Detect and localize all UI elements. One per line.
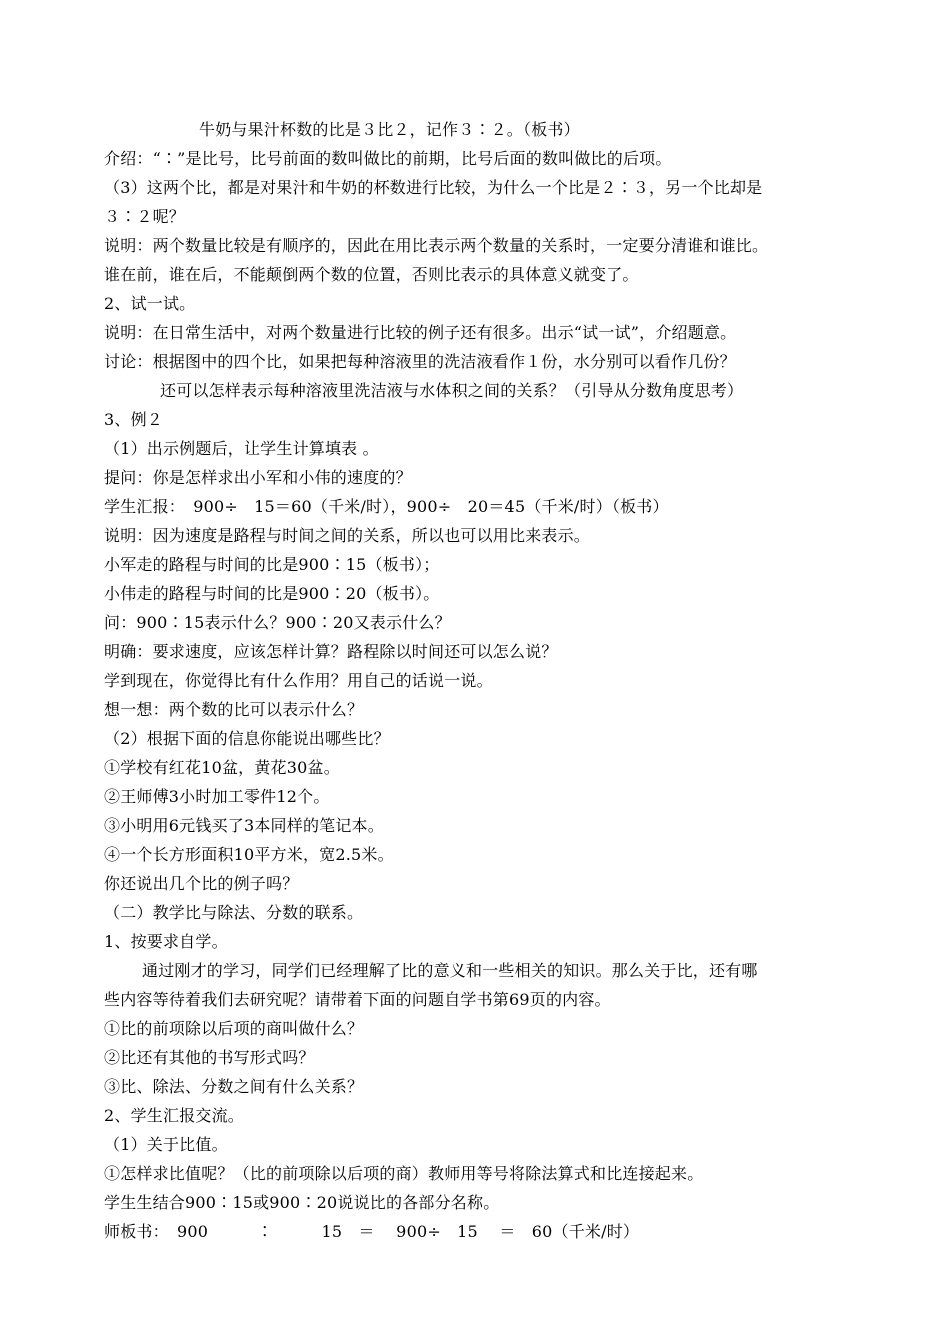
text-line-24: ②王师傅3小时加工零件12个。 — [104, 787, 330, 806]
text-line-13: 提问：你是怎样求出小军和小伟的速度的？ — [104, 468, 412, 487]
text-line-18: 问：900∶15表示什么？900∶20又表示什么？ — [104, 613, 451, 632]
text-line-39: 师板书： 900 ∶ 15 ＝ 900÷ 15 ＝ 60（千米/时） — [104, 1222, 640, 1241]
text-line-3: （3）这两个比，都是对果汁和牛奶的杯数进行比较，为什么一个比是２∶３，另一个比却是 — [104, 178, 763, 197]
text-line-10: 还可以怎样表示每种溶液里洗洁液与水体积之间的关系？（引导从分数角度思考） — [160, 381, 744, 400]
text-line-5: 说明：两个数量比较是有顺序的，因此在用比表示两个数量的关系时，一定要分清谁和谁比。 — [104, 236, 769, 255]
text-line-26: ④一个长方形面积10平方米，宽2.5米。 — [104, 845, 394, 864]
text-line-30: 通过刚才的学习，同学们已经理解了比的意义和一些相关的知识。那么关于比，还有哪 — [142, 961, 758, 980]
text-line-38: 学生生结合900∶15或900∶20说说比的各部分名称。 — [104, 1193, 500, 1212]
text-line-19: 明确：要求速度，应该怎样计算？路程除以时间还可以怎么说？ — [104, 642, 558, 661]
text-line-20: 学到现在，你觉得比有什么作用？用自己的话说一说。 — [104, 671, 493, 690]
text-line-12: （1）出示例题后，让学生计算填表 。 — [104, 439, 379, 458]
text-line-31: 些内容等待着我们去研究呢？请带着下面的问题自学书第69页的内容。 — [104, 990, 611, 1009]
text-line-29: 1、按要求自学。 — [104, 932, 228, 951]
text-line-2: 介绍：“∶”是比号，比号前面的数叫做比的前期，比号后面的数叫做比的后项。 — [104, 149, 672, 168]
text-line-9: 讨论：根据图中的四个比，如果把每种溶液里的洗洁液看作１份，水分别可以看作几份？ — [104, 352, 736, 371]
text-line-8: 说明：在日常生活中，对两个数量进行比较的例子还有很多。出示“试一试”，介绍题意。 — [104, 323, 737, 342]
text-line-28: （二）教学比与除法、分数的联系。 — [104, 903, 364, 922]
text-line-36: （1）关于比值。 — [104, 1135, 228, 1154]
text-line-15: 说明：因为速度是路程与时间之间的关系，所以也可以用比来表示。 — [104, 526, 591, 545]
text-line-27: 你还说出几个比的例子吗？ — [104, 874, 299, 893]
text-line-21: 想一想：两个数的比可以表示什么？ — [104, 700, 364, 719]
text-line-22: （2）根据下面的信息你能说出哪些比？ — [104, 729, 390, 748]
text-line-33: ②比还有其他的书写形式吗？ — [104, 1048, 315, 1067]
text-line-4: ３∶２呢？ — [104, 207, 186, 226]
text-line-25: ③小明用6元钱买了3本同样的笔记本。 — [104, 816, 384, 835]
text-line-1: 牛奶与果汁杯数的比是３比２，记作３∶２。（板书） — [199, 120, 580, 139]
text-line-11: 3、例２ — [104, 410, 163, 429]
text-line-32: ①比的前项除以后项的商叫做什么？ — [104, 1019, 364, 1038]
text-line-16: 小军走的路程与时间的比是900∶15（板书）； — [104, 555, 440, 574]
text-line-6: 谁在前，谁在后，不能颠倒两个数的位置，否则比表示的具体意义就变了。 — [104, 265, 639, 284]
text-line-14: 学生汇报： 900÷ 15＝60（千米/时），900÷ 20＝45（千米/时）（板书） — [104, 497, 669, 516]
text-line-37: ①怎样求比值呢？（比的前项除以后项的商）教师用等号将除法算式和比连接起来。 — [104, 1164, 704, 1183]
text-line-7: 2、试一试。 — [104, 294, 196, 313]
text-line-35: 2、学生汇报交流。 — [104, 1106, 244, 1125]
text-line-34: ③比、除法、分数之间有什么关系？ — [104, 1077, 364, 1096]
text-line-23: ①学校有红花10盆，黄花30盆。 — [104, 758, 340, 777]
text-line-17: 小伟走的路程与时间的比是900∶20（板书）。 — [104, 584, 440, 603]
